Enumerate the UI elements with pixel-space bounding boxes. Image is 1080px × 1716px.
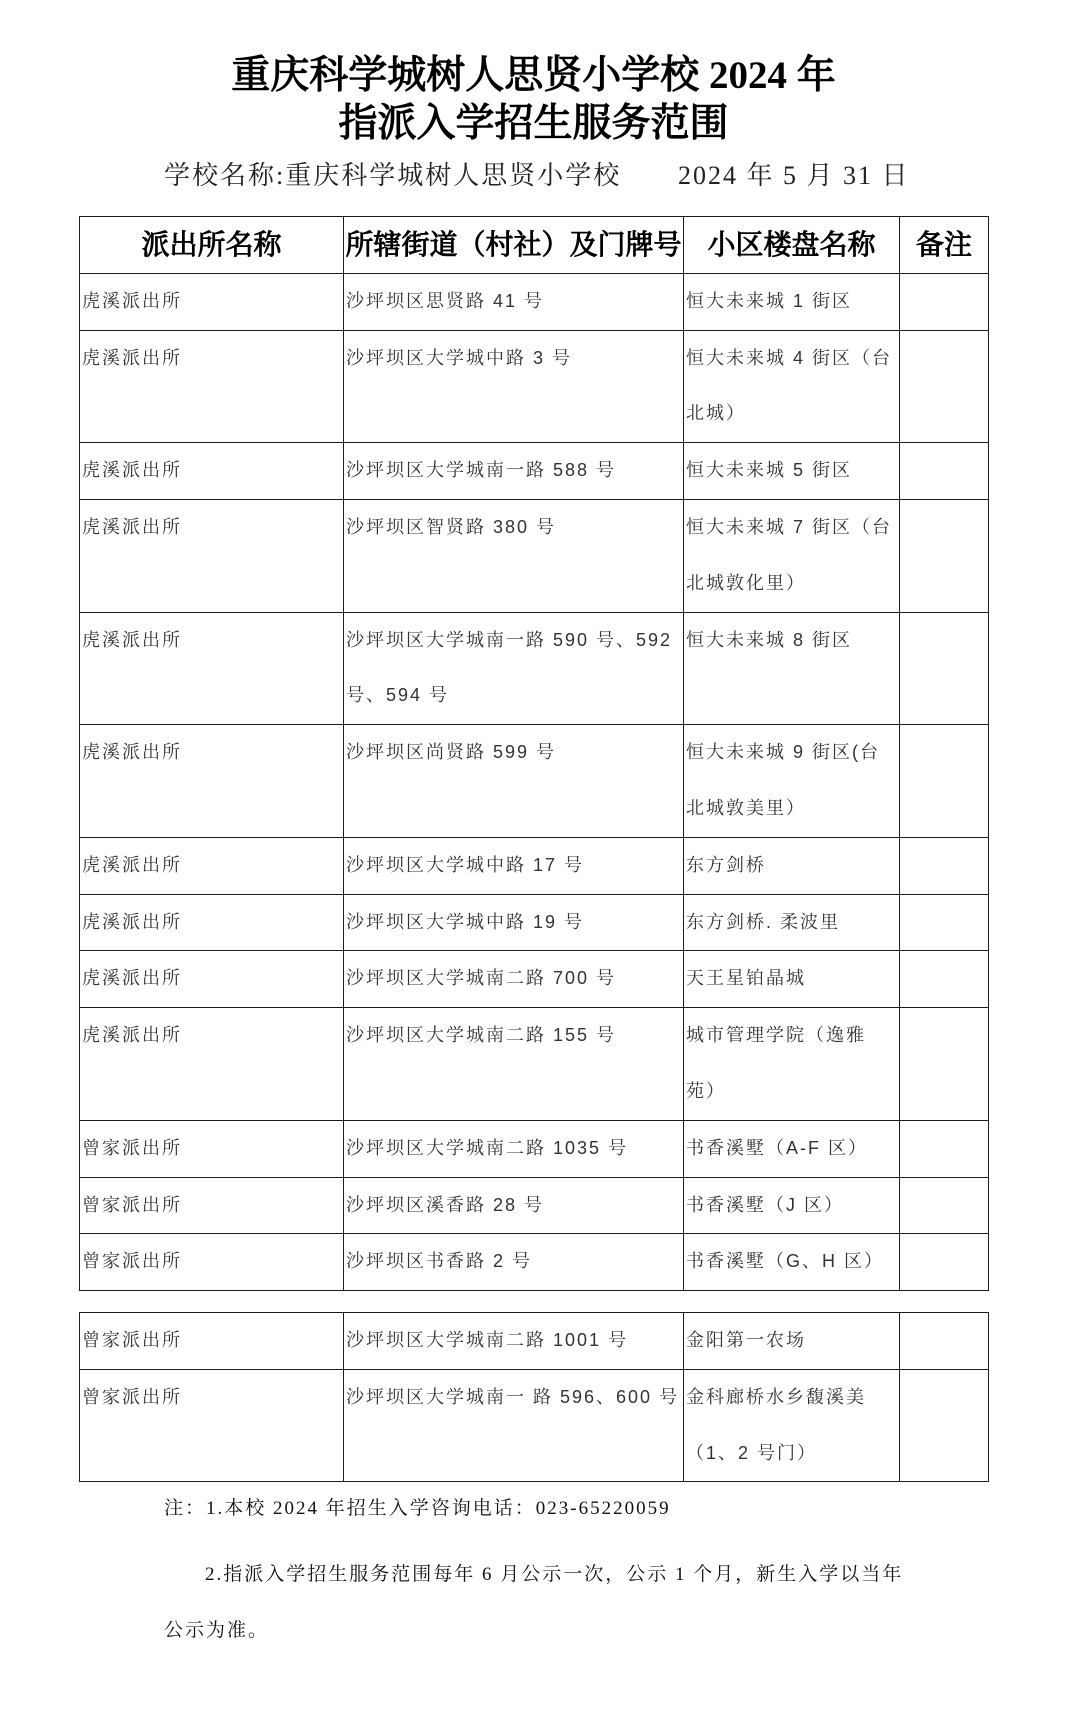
police-station-name: 曾家派出所: [82, 1137, 182, 1158]
remarks-cell: [900, 612, 989, 725]
table-row: [80, 1008, 989, 1121]
police-station-cell: [80, 273, 344, 330]
remarks-cell: [900, 725, 989, 838]
header-address: [344, 217, 684, 274]
remarks-cell: [900, 1008, 989, 1121]
community-cell: [684, 725, 900, 838]
address-text: 沙坪坝区大学城南一 路 596、600 号: [346, 1386, 680, 1407]
remarks-cell: [900, 837, 989, 894]
address-text: 沙坪坝区思贤路 41 号: [346, 290, 545, 311]
police-station-name: 虎溪派出所: [82, 460, 182, 481]
community-cell: [684, 612, 900, 725]
table-row: [80, 1177, 989, 1234]
police-station-cell: [80, 894, 344, 951]
table-row: [80, 612, 989, 725]
table-row: [80, 443, 989, 500]
header-label: 派出所名称: [141, 229, 282, 260]
document-title-line-2: 指派入学招生服务范围: [338, 102, 729, 145]
address-cell: [344, 894, 684, 951]
address-text: 沙坪坝区大学城南一路 590 号、592 号、594 号: [346, 629, 673, 706]
police-station-name: 虎溪派出所: [82, 742, 182, 763]
table-row: [80, 1120, 989, 1177]
community-name: 恒大未来城 4 街区（台 北城）: [686, 347, 893, 424]
table-row: [80, 1369, 989, 1482]
remarks-cell: [900, 443, 989, 500]
header-police-station: [80, 217, 344, 274]
police-station-cell: [80, 1313, 344, 1370]
address-text: 沙坪坝区大学城南二路 700 号: [346, 968, 617, 989]
address-text: 沙坪坝区智贤路 380 号: [346, 516, 557, 537]
police-station-name: 曾家派出所: [82, 1251, 182, 1272]
address-cell: [344, 443, 684, 500]
remarks-cell: [900, 330, 989, 443]
community-cell: [684, 273, 900, 330]
community-name: 恒大未来城 8 街区: [686, 629, 853, 650]
address-cell: [344, 1313, 684, 1370]
address-text: 沙坪坝区大学城中路 19 号: [346, 911, 585, 932]
remarks-cell: [900, 1234, 989, 1291]
address-cell: [344, 1234, 684, 1291]
note-consult-phone: 注：1.本校 2024 年招生入学咨询电话：023-65220059: [164, 1498, 671, 1519]
address-cell: [344, 1177, 684, 1234]
enrollment-range-table: [79, 216, 989, 1291]
police-station-cell: [80, 837, 344, 894]
police-station-name: 曾家派出所: [82, 1330, 182, 1350]
police-station-cell: [80, 443, 344, 500]
remarks-cell: [900, 894, 989, 951]
community-cell: [684, 499, 900, 612]
police-station-name: 虎溪派出所: [82, 854, 182, 875]
community-cell: [684, 837, 900, 894]
table-row: [80, 499, 989, 612]
address-cell: [344, 837, 684, 894]
community-name: 恒大未来城 5 街区: [686, 460, 853, 481]
table-row: [80, 837, 989, 894]
enrollment-range-table-continued: [79, 1312, 989, 1482]
community-name: 金科廊桥水乡馥溪美 （1、2 号门）: [686, 1386, 866, 1463]
table-row: [80, 330, 989, 443]
police-station-name: 虎溪派出所: [82, 911, 182, 932]
community-cell: [684, 1177, 900, 1234]
police-station-cell: [80, 1120, 344, 1177]
header-label: 备注: [915, 229, 972, 260]
address-text: 沙坪坝区溪香路 28 号: [346, 1194, 545, 1215]
header-community: [684, 217, 900, 274]
police-station-cell: [80, 330, 344, 443]
remarks-cell: [900, 273, 989, 330]
remarks-cell: [900, 951, 989, 1008]
remarks-cell: [900, 1177, 989, 1234]
table-row: [80, 1234, 989, 1291]
police-station-name: 虎溪派出所: [82, 290, 182, 311]
community-cell: [684, 1008, 900, 1121]
community-cell: [684, 1120, 900, 1177]
address-cell: [344, 330, 684, 443]
police-station-cell: [80, 499, 344, 612]
police-station-cell: [80, 612, 344, 725]
police-station-name: 虎溪派出所: [82, 516, 182, 537]
community-name: 恒大未来城 1 街区: [686, 290, 853, 311]
community-name: 书香溪墅（G、H 区）: [686, 1251, 885, 1272]
community-name: 东方剑桥: [686, 854, 766, 875]
address-text: 沙坪坝区大学城南二路 1001 号: [346, 1330, 629, 1350]
address-cell: [344, 1369, 684, 1482]
police-station-name: 曾家派出所: [82, 1386, 182, 1407]
police-station-name: 虎溪派出所: [82, 1025, 182, 1046]
police-station-cell: [80, 1234, 344, 1291]
community-name: 天王星铂晶城: [686, 968, 806, 989]
community-name: 城市管理学院（逸雅 苑）: [686, 1025, 866, 1101]
police-station-cell: [80, 951, 344, 1008]
address-text: 沙坪坝区大学城南一路 588 号: [346, 460, 617, 481]
community-cell: [684, 1369, 900, 1482]
community-name: 恒大未来城 9 街区(台 北城敦美里）: [686, 742, 881, 818]
police-station-cell: [80, 1369, 344, 1482]
community-name: 东方剑桥. 柔波里: [686, 911, 841, 932]
community-name: 书香溪墅（J 区）: [686, 1194, 845, 1215]
police-station-name: 虎溪派出所: [82, 347, 182, 368]
school-name-label: 学校名称:重庆科学城树人思贤小学校: [164, 161, 622, 190]
address-text: 沙坪坝区大学城南二路 155 号: [346, 1025, 617, 1046]
table-header-row: [80, 217, 989, 274]
table-row: [80, 1313, 989, 1370]
address-cell: [344, 273, 684, 330]
remarks-cell: [900, 499, 989, 612]
community-name: 书香溪墅（A-F 区）: [686, 1137, 868, 1158]
remarks-cell: [900, 1313, 989, 1370]
address-cell: [344, 1008, 684, 1121]
community-name: 恒大未来城 7 街区（台 北城敦化里）: [686, 516, 893, 593]
header-remarks: [900, 217, 989, 274]
header-label: 所辖街道（村社）及门牌号: [345, 229, 682, 260]
address-text: 沙坪坝区大学城中路 17 号: [346, 854, 585, 875]
address-cell: [344, 725, 684, 838]
remarks-cell: [900, 1120, 989, 1177]
header-label: 小区楼盘名称: [707, 229, 876, 260]
table-row: [80, 951, 989, 1008]
police-station-name: 虎溪派出所: [82, 629, 182, 650]
table-row: [80, 273, 989, 330]
document-title-line-1: 重庆科学城树人思贤小学校 2024 年: [231, 54, 836, 97]
address-text: 沙坪坝区大学城南二路 1035 号: [346, 1137, 629, 1158]
community-cell: [684, 951, 900, 1008]
note-publication-rule: 2.指派入学招生服务范围每年 6 月公示一次，公示 1 个月，新生入学以当年 公示为准。: [164, 1564, 904, 1641]
community-cell: [684, 330, 900, 443]
police-station-name: 虎溪派出所: [82, 968, 182, 989]
community-cell: [684, 443, 900, 500]
address-cell: [344, 612, 684, 725]
community-cell: [684, 894, 900, 951]
table-row: [80, 725, 989, 838]
police-station-cell: [80, 1177, 344, 1234]
police-station-cell: [80, 1008, 344, 1121]
community-cell: [684, 1234, 900, 1291]
table-row: [80, 894, 989, 951]
document-date: 2024 年 5 月 31 日: [678, 161, 910, 190]
address-cell: [344, 951, 684, 1008]
address-text: 沙坪坝区大学城中路 3 号: [346, 347, 573, 368]
community-name: 金阳第一农场: [686, 1330, 806, 1350]
address-cell: [344, 499, 684, 612]
remarks-cell: [900, 1369, 989, 1482]
community-cell: [684, 1313, 900, 1370]
address-cell: [344, 1120, 684, 1177]
address-text: 沙坪坝区书香路 2 号: [346, 1251, 533, 1272]
address-text: 沙坪坝区尚贤路 599 号: [346, 742, 557, 763]
police-station-cell: [80, 725, 344, 838]
police-station-name: 曾家派出所: [82, 1194, 182, 1215]
